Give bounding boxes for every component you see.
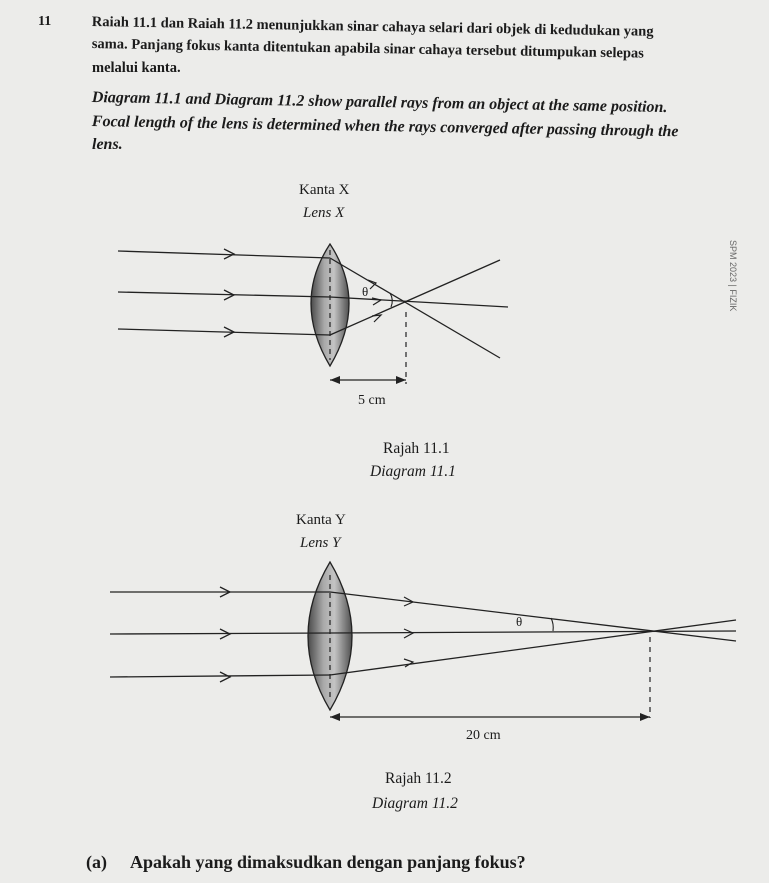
- dimension-arrowhead: [330, 713, 340, 721]
- lens-x-label-english: Lens X: [303, 205, 345, 221]
- angle-theta-label-x: θ: [362, 284, 369, 299]
- dimension-arrowhead: [640, 713, 650, 721]
- focal-length-label-y: 20 cm: [466, 728, 501, 743]
- lens-y-label-english: Lens Y: [300, 535, 341, 551]
- question-text-english-line-1: Diagram 11.1 and Diagram 11.2 show parallel rays from an object at the same position.: [91, 89, 668, 117]
- diagram-11-2-caption-english: Diagram 11.2: [372, 795, 458, 812]
- lens-x-label-malay: Kanta X: [299, 182, 350, 198]
- question-text-malay-line-1: Raiah 11.1 dan Raiah 11.2 menunjukkan sinar cahaya selari dari objek di kedudukan yang: [91, 14, 654, 40]
- question-text-english-line-3: lens.: [92, 136, 123, 153]
- question-number: 11: [38, 14, 52, 29]
- lens-y-label-malay: Kanta Y: [296, 512, 346, 528]
- part-a-label: (a): [86, 852, 107, 872]
- part-a-question: Apakah yang dimaksudkan dengan panjang fokus?: [130, 852, 526, 872]
- dimension-arrowhead: [396, 376, 406, 384]
- lens-y-incident-rays: [110, 592, 330, 677]
- ray-arrow: [404, 629, 413, 638]
- side-margin-watermark: SPM 2023 | FIZIK: [728, 240, 738, 312]
- question-text-english-line-2: Focal length of the lens is determined when the rays converged after passing through the: [91, 113, 679, 141]
- question-text-malay-line-3: melalui kanta.: [92, 60, 181, 76]
- lens-x-refracted-rays: [330, 258, 508, 358]
- diagram-11-1-caption-malay: Rajah 11.1: [383, 440, 450, 457]
- ray-arrow: [220, 672, 230, 682]
- ray-arrow: [372, 315, 381, 322]
- dimension-arrowhead: [330, 376, 340, 384]
- focal-length-label-x: 5 cm: [358, 393, 386, 408]
- question-text-malay-line-2: sama. Panjang fokus kanta ditentukan apabila sinar cahaya tersebut ditumpukan selepas: [91, 36, 644, 62]
- angle-theta-label-y: θ: [516, 614, 523, 629]
- diagram-11-2-caption-malay: Rajah 11.2: [385, 770, 452, 787]
- lens-y-refracted-rays: [330, 592, 736, 675]
- angle-arc-y: [551, 618, 553, 631]
- diagram-11-1-caption-english: Diagram 11.1: [370, 463, 456, 480]
- lens-x-incident-rays: [118, 251, 330, 335]
- ray-arrow: [404, 659, 413, 667]
